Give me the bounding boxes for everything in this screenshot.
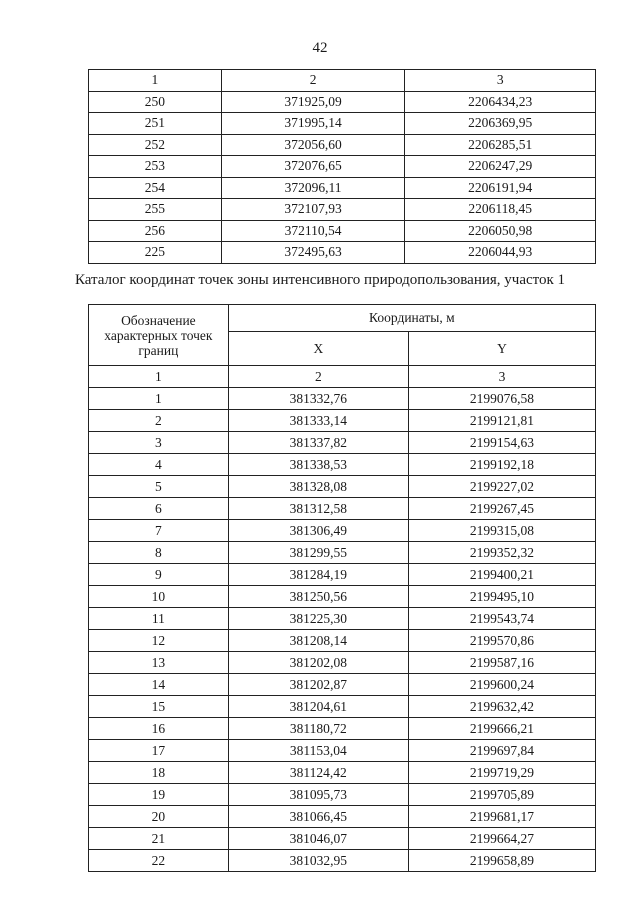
point-number-cell: 14 [89,674,229,696]
table-cell: 2 [228,366,408,388]
x-coordinate-cell: 381337,82 [228,432,408,454]
x-header: X [228,332,408,366]
x-coordinate-cell: 372107,93 [221,199,405,221]
point-number-cell: 251 [89,113,222,135]
point-number-cell: 1 [89,388,229,410]
table-row [89,850,596,872]
y-coordinate-cell: 2199664,27 [408,828,595,850]
x-coordinate-cell: 381312,58 [228,498,408,520]
coordinates-header: Координаты, м [228,305,595,332]
point-number-cell: 225 [89,242,222,264]
x-coordinate-cell: 381066,45 [228,806,408,828]
point-number-cell: 254 [89,177,222,199]
table-row [89,220,596,242]
table-row [89,608,596,630]
x-coordinate-cell: 381299,55 [228,542,408,564]
y-coordinate-cell: 2199681,17 [408,806,595,828]
point-number-cell: 21 [89,828,229,850]
x-coordinate-cell: 371925,09 [221,91,405,113]
table-row [89,784,596,806]
point-number-cell: 256 [89,220,222,242]
point-designation-header: Обозначение характерных точек границ [89,305,229,366]
point-number-cell: 250 [89,91,222,113]
x-coordinate-cell: 381338,53 [228,454,408,476]
x-coordinate-cell: 381332,76 [228,388,408,410]
y-coordinate-cell: 2206050,98 [405,220,596,242]
table-row [89,564,596,586]
point-number-cell: 5 [89,476,229,498]
y-coordinate-cell: 2199666,21 [408,718,595,740]
y-coordinate-cell: 2199697,84 [408,740,595,762]
table-row [89,586,596,608]
y-coordinate-cell: 2206118,45 [405,199,596,221]
x-coordinate-cell: 381046,07 [228,828,408,850]
table-cell: 1 [89,366,229,388]
point-number-cell: 18 [89,762,229,784]
y-coordinate-cell: 2199267,45 [408,498,595,520]
y-coordinate-cell: 2206434,23 [405,91,596,113]
x-coordinate-cell: 381032,95 [228,850,408,872]
table-cell: 2 [221,70,405,92]
point-number-cell: 9 [89,564,229,586]
x-coordinate-cell: 381284,19 [228,564,408,586]
point-number-cell: 2 [89,410,229,432]
x-coordinate-cell: 381153,04 [228,740,408,762]
table-row [89,696,596,718]
y-coordinate-cell: 2199192,18 [408,454,595,476]
point-number-cell: 12 [89,630,229,652]
x-coordinate-cell: 381333,14 [228,410,408,432]
y-coordinate-cell: 2199121,81 [408,410,595,432]
y-coordinate-cell: 2206285,51 [405,134,596,156]
point-number-cell: 16 [89,718,229,740]
table-row [89,828,596,850]
y-coordinate-cell: 2199600,24 [408,674,595,696]
x-coordinate-cell: 381250,56 [228,586,408,608]
table-row [89,476,596,498]
x-coordinate-cell: 381306,49 [228,520,408,542]
point-number-cell: 3 [89,432,229,454]
table-row [89,177,596,199]
table-row [89,199,596,221]
page-number: 42 [312,40,328,56]
point-number-cell: 22 [89,850,229,872]
point-number-cell: 20 [89,806,229,828]
x-coordinate-cell: 372110,54 [221,220,405,242]
point-number-cell: 252 [89,134,222,156]
table-row [89,718,596,740]
table-cell: 3 [408,366,595,388]
point-number-cell: 8 [89,542,229,564]
x-coordinate-cell: 381202,87 [228,674,408,696]
x-coordinate-cell: 381180,72 [228,718,408,740]
point-number-cell: 13 [89,652,229,674]
table-row [89,652,596,674]
y-coordinate-cell: 2206044,93 [405,242,596,264]
point-number-cell: 11 [89,608,229,630]
x-coordinate-cell: 381328,08 [228,476,408,498]
y-coordinate-cell: 2199705,89 [408,784,595,806]
y-coordinate-cell: 2199587,16 [408,652,595,674]
x-coordinate-cell: 381225,30 [228,608,408,630]
table-numbering-row [89,366,596,388]
point-number-cell: 15 [89,696,229,718]
table-row [89,156,596,178]
y-coordinate-cell: 2199543,74 [408,608,595,630]
coordinates-catalog-table [88,304,596,872]
y-coordinate-cell: 2206369,95 [405,113,596,135]
y-coordinate-cell: 2199315,08 [408,520,595,542]
x-coordinate-cell: 381124,42 [228,762,408,784]
table-row [89,134,596,156]
x-coordinate-cell: 381095,73 [228,784,408,806]
y-coordinate-cell: 2199658,89 [408,850,595,872]
table-row [89,388,596,410]
table-row [89,242,596,264]
table-row [89,542,596,564]
table-row [89,91,596,113]
x-coordinate-cell: 372076,65 [221,156,405,178]
y-coordinate-cell: 2199495,10 [408,586,595,608]
table-row [89,674,596,696]
y-coordinate-cell: 2206247,29 [405,156,596,178]
table-row [89,762,596,784]
table-row [89,410,596,432]
point-number-cell: 19 [89,784,229,806]
table-caption: Каталог координат точек зоны интенсивного природопользования, участок 1 [74,272,566,288]
point-number-cell: 255 [89,199,222,221]
point-number-cell: 253 [89,156,222,178]
y-coordinate-cell: 2199227,02 [408,476,595,498]
x-coordinate-cell: 372495,63 [221,242,405,264]
table-numbering-row [89,70,596,92]
table-cell: 3 [405,70,596,92]
x-coordinate-cell: 372056,60 [221,134,405,156]
table-row [89,740,596,762]
coordinates-table-continued [88,69,596,264]
y-coordinate-cell: 2199352,32 [408,542,595,564]
table-cell: 1 [89,70,222,92]
y-header: Y [408,332,595,366]
x-coordinate-cell: 372096,11 [221,177,405,199]
point-number-cell: 7 [89,520,229,542]
table-row [89,454,596,476]
x-coordinate-cell: 381204,61 [228,696,408,718]
point-number-cell: 4 [89,454,229,476]
y-coordinate-cell: 2199570,86 [408,630,595,652]
y-coordinate-cell: 2199154,63 [408,432,595,454]
table-row [89,113,596,135]
table-row [89,520,596,542]
table-row [89,806,596,828]
y-coordinate-cell: 2199400,21 [408,564,595,586]
y-coordinate-cell: 2199719,29 [408,762,595,784]
table-row [89,498,596,520]
table-row [89,432,596,454]
point-number-cell: 17 [89,740,229,762]
x-coordinate-cell: 371995,14 [221,113,405,135]
y-coordinate-cell: 2199076,58 [408,388,595,410]
y-coordinate-cell: 2206191,94 [405,177,596,199]
y-coordinate-cell: 2199632,42 [408,696,595,718]
table-row [89,630,596,652]
point-number-cell: 10 [89,586,229,608]
x-coordinate-cell: 381208,14 [228,630,408,652]
point-number-cell: 6 [89,498,229,520]
x-coordinate-cell: 381202,08 [228,652,408,674]
